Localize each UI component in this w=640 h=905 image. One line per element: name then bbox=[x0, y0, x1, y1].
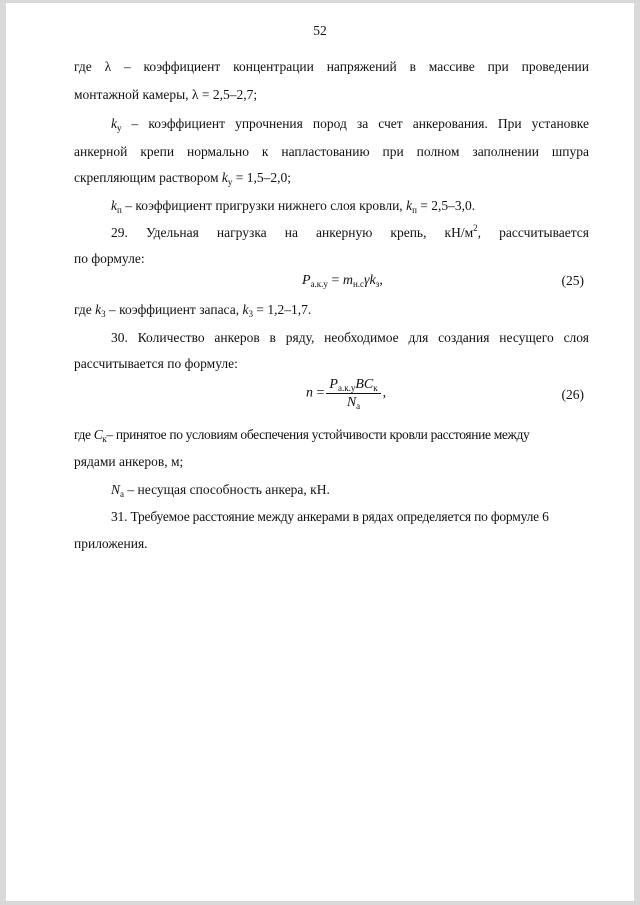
text-line: монтажной камеры, λ = 2,5–2,7; bbox=[74, 87, 258, 102]
text-line: $k_п$ – коэффициент пригрузки нижнего слоя кровли, $k_п = 2,5-3,0$. bbox=[111, 198, 476, 215]
text-line: где $k_3$ – коэффициент запаса, $k_3 = 1,2-1,7$. bbox=[74, 302, 312, 319]
formula-25: $P_{а.к.у} = m_{н.с}\gamma k_з$, bbox=[302, 273, 383, 289]
text-line: где λ – коэффициент концентрации напряжений в массиве при проведении bbox=[74, 59, 589, 74]
text-line: скрепляющим раствором $k_у = 1,5-2,0$; bbox=[74, 170, 292, 187]
text-line: 31. Требуемое расстояние между анкерами в рядах определяется по формуле 6 bbox=[111, 509, 549, 524]
text-line: рассчитывается по формуле: bbox=[74, 356, 238, 371]
equation-number-25: (25) bbox=[561, 273, 584, 288]
text-line: где $C_к-$ принятое по условиям обеспечения устойчивости кровли расстояние между bbox=[74, 427, 530, 444]
text-line: 29. Удельная нагрузка на анкерную крепь, $кН/м^2$, рассчитывается bbox=[111, 223, 590, 240]
equation-number-26: (26) bbox=[561, 387, 584, 402]
formula-26: n = $\frac{P_{а.к.у}BC_к}{N_а}$ , bbox=[306, 377, 387, 411]
text-line: 30. Количество анкеров в ряду, необходимое для создания несущего слоя bbox=[111, 330, 589, 345]
text-line: рядами анкеров, м; bbox=[74, 454, 184, 469]
text-line: $N_а$ – несущая способность анкера, кН. bbox=[111, 482, 330, 499]
document-page bbox=[6, 3, 634, 901]
page-number: 52 bbox=[313, 23, 327, 38]
text-line: приложения. bbox=[74, 536, 148, 551]
fraction: $\frac{P_{а.к.у}BC_к}{N_а}$ bbox=[326, 376, 380, 411]
text-line: $k_у$ – коэффициент упрочнения пород за счет анкерования. При установке bbox=[111, 116, 590, 133]
text-line: по формуле: bbox=[74, 251, 145, 266]
text-line: анкерной крепи нормально к напластованию при полном заполнении шпура bbox=[74, 144, 589, 159]
